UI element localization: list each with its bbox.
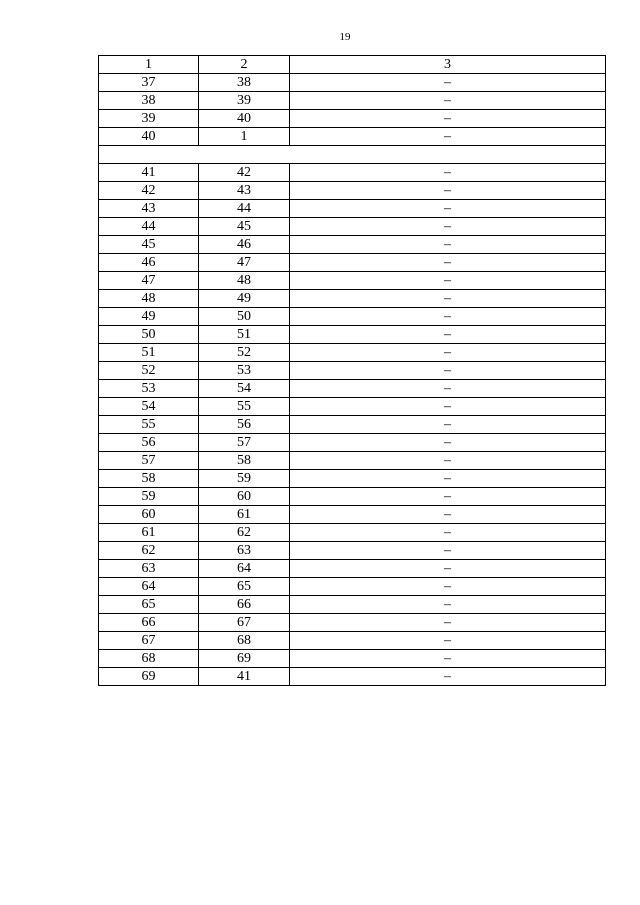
table-cell: 39 xyxy=(99,110,199,128)
table-cell: – xyxy=(290,290,606,308)
table-cell: 51 xyxy=(99,344,199,362)
table-cell: 53 xyxy=(199,362,290,380)
table-cell: – xyxy=(290,632,606,650)
table-cell: 50 xyxy=(99,326,199,344)
table-cell: 59 xyxy=(99,488,199,506)
table-row xyxy=(99,254,606,272)
table-cell: 47 xyxy=(99,272,199,290)
table-cell: 54 xyxy=(99,398,199,416)
table-cell: – xyxy=(290,128,606,146)
table-cell: – xyxy=(290,596,606,614)
table-cell: 58 xyxy=(99,470,199,488)
table-cell: – xyxy=(290,434,606,452)
table-row xyxy=(99,560,606,578)
table-cell: – xyxy=(290,416,606,434)
table-cell: 41 xyxy=(99,164,199,182)
table-cell: 62 xyxy=(199,524,290,542)
table-cell: 55 xyxy=(99,416,199,434)
table-row xyxy=(99,470,606,488)
table-cell: 43 xyxy=(99,200,199,218)
table-cell: – xyxy=(290,110,606,128)
table-cell: 68 xyxy=(99,650,199,668)
table-cell: 61 xyxy=(199,506,290,524)
table-cell: 42 xyxy=(99,182,199,200)
table-cell: 63 xyxy=(199,542,290,560)
separator-cell xyxy=(99,146,606,164)
table-cell: 62 xyxy=(99,542,199,560)
table-cell: 59 xyxy=(199,470,290,488)
table-row xyxy=(99,542,606,560)
table-row xyxy=(99,416,606,434)
table-row xyxy=(99,236,606,254)
table-cell: 49 xyxy=(199,290,290,308)
page-number: 19 xyxy=(339,31,351,43)
table-row xyxy=(99,578,606,596)
table-cell: 61 xyxy=(99,524,199,542)
table-cell: – xyxy=(290,254,606,272)
table-cell: 46 xyxy=(199,236,290,254)
table-cell: 44 xyxy=(99,218,199,236)
table-row xyxy=(99,218,606,236)
table-row xyxy=(99,362,606,380)
table-cell: – xyxy=(290,308,606,326)
table-row xyxy=(99,668,606,686)
table-row xyxy=(99,524,606,542)
table-row xyxy=(99,506,606,524)
table-row xyxy=(99,92,606,110)
table-cell: 44 xyxy=(199,200,290,218)
table-cell: 40 xyxy=(199,110,290,128)
table-cell: 69 xyxy=(199,650,290,668)
table-cell: – xyxy=(290,470,606,488)
table-cell: 65 xyxy=(199,578,290,596)
table-cell: – xyxy=(290,344,606,362)
table-cell: 60 xyxy=(199,488,290,506)
table-row xyxy=(99,614,606,632)
table-cell: 37 xyxy=(99,74,199,92)
table-cell: 56 xyxy=(199,416,290,434)
table-cell: 52 xyxy=(199,344,290,362)
column-header: 2 xyxy=(199,56,290,74)
table-cell: 58 xyxy=(199,452,290,470)
table-cell: 54 xyxy=(199,380,290,398)
table-cell: 57 xyxy=(99,452,199,470)
table-cell: 50 xyxy=(199,308,290,326)
table-cell: 60 xyxy=(99,506,199,524)
table-cell: – xyxy=(290,74,606,92)
table-cell: – xyxy=(290,362,606,380)
table-row xyxy=(99,200,606,218)
table-row xyxy=(99,110,606,128)
table-cell: – xyxy=(290,200,606,218)
table-cell: – xyxy=(290,506,606,524)
table-cell: 40 xyxy=(99,128,199,146)
table-row xyxy=(99,380,606,398)
table-cell: – xyxy=(290,560,606,578)
table-cell: 65 xyxy=(99,596,199,614)
table-cell: – xyxy=(290,380,606,398)
table-row xyxy=(99,164,606,182)
table-cell: 47 xyxy=(199,254,290,272)
table-cell: 68 xyxy=(199,632,290,650)
table-cell: – xyxy=(290,668,606,686)
table-cell: – xyxy=(290,452,606,470)
table-row xyxy=(99,632,606,650)
table-cell: 55 xyxy=(199,398,290,416)
table-row xyxy=(99,128,606,146)
table-cell: 69 xyxy=(99,668,199,686)
table-cell: 67 xyxy=(199,614,290,632)
table-cell: 66 xyxy=(99,614,199,632)
table-cell: 45 xyxy=(99,236,199,254)
table-cell: 41 xyxy=(199,668,290,686)
table-cell: 64 xyxy=(99,578,199,596)
table-cell: 1 xyxy=(199,128,290,146)
table-row xyxy=(99,344,606,362)
table-cell: – xyxy=(290,218,606,236)
data-table xyxy=(98,55,606,686)
table-cell: 45 xyxy=(199,218,290,236)
table-row xyxy=(99,452,606,470)
table-cell: 64 xyxy=(199,560,290,578)
table-cell: – xyxy=(290,398,606,416)
column-header: 1 xyxy=(99,56,199,74)
table-cell: – xyxy=(290,182,606,200)
table-header-row xyxy=(99,56,606,74)
table-cell: 48 xyxy=(199,272,290,290)
column-header: 3 xyxy=(290,56,606,74)
table-row xyxy=(99,398,606,416)
table-cell: – xyxy=(290,524,606,542)
table-row xyxy=(99,488,606,506)
table-cell: – xyxy=(290,164,606,182)
table-cell: 38 xyxy=(199,74,290,92)
table-row xyxy=(99,74,606,92)
table-row xyxy=(99,308,606,326)
table-cell: – xyxy=(290,650,606,668)
table-cell: – xyxy=(290,236,606,254)
table-cell: 51 xyxy=(199,326,290,344)
table-cell: 53 xyxy=(99,380,199,398)
table-row xyxy=(99,182,606,200)
table-cell: 63 xyxy=(99,560,199,578)
table-cell: 67 xyxy=(99,632,199,650)
table-cell: 46 xyxy=(99,254,199,272)
table-cell: 38 xyxy=(99,92,199,110)
table-cell: 49 xyxy=(99,308,199,326)
table-cell: 42 xyxy=(199,164,290,182)
table-cell: 48 xyxy=(99,290,199,308)
table-cell: 52 xyxy=(99,362,199,380)
table-cell: 66 xyxy=(199,596,290,614)
table-cell: – xyxy=(290,578,606,596)
table-row xyxy=(99,326,606,344)
table-separator-row xyxy=(99,146,606,164)
table-cell: – xyxy=(290,488,606,506)
table-row xyxy=(99,290,606,308)
table-cell: 56 xyxy=(99,434,199,452)
table-cell: 43 xyxy=(199,182,290,200)
table-cell: – xyxy=(290,92,606,110)
table-cell: 39 xyxy=(199,92,290,110)
table-cell: – xyxy=(290,542,606,560)
table-row xyxy=(99,596,606,614)
table-row xyxy=(99,272,606,290)
table-cell: – xyxy=(290,614,606,632)
table-row xyxy=(99,434,606,452)
table-cell: – xyxy=(290,326,606,344)
table-body xyxy=(99,56,606,686)
table-cell: – xyxy=(290,272,606,290)
table-cell: 57 xyxy=(199,434,290,452)
table-row xyxy=(99,650,606,668)
